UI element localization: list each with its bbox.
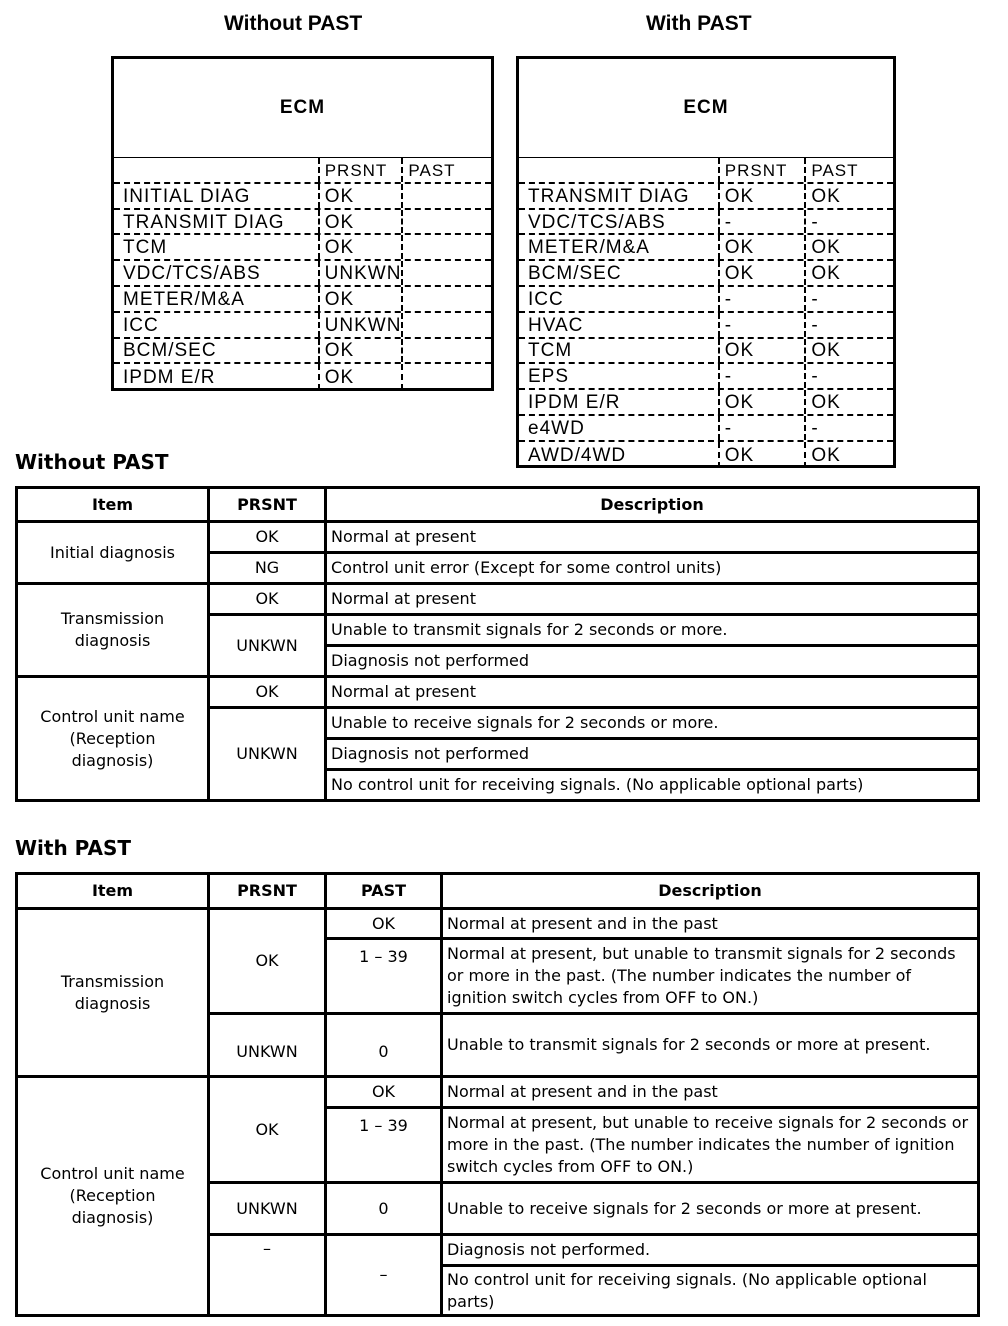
section-title-with-past: With PAST xyxy=(15,836,132,860)
past-value: - xyxy=(804,313,893,337)
header-description: Description xyxy=(442,874,979,909)
unit-name: INITIAL DIAG xyxy=(123,185,251,207)
past-header: PAST xyxy=(401,158,491,182)
prsnt-value: - xyxy=(718,364,805,388)
diagram-row xyxy=(114,313,491,339)
past-value xyxy=(401,235,491,259)
diagram-row xyxy=(519,184,893,210)
description-cell: Normal at present xyxy=(326,584,979,615)
diagram-row xyxy=(519,313,893,339)
past-cell: 0 xyxy=(326,1183,442,1235)
diagram-row xyxy=(114,261,491,287)
unit-name: IPDM E/R xyxy=(528,392,621,414)
prsnt-value: OK xyxy=(718,390,805,414)
unit-name: TCM xyxy=(528,340,573,362)
past-value xyxy=(401,261,491,285)
unit-name: VDC/TCS/ABS xyxy=(528,211,666,233)
prsnt-cell: OK xyxy=(209,909,326,1014)
header-item: Item xyxy=(17,488,209,522)
ecm-screen-with-past xyxy=(516,56,896,468)
prsnt-value: UNKWN xyxy=(318,313,402,337)
unit-name: ICC xyxy=(528,288,564,310)
past-header: PAST xyxy=(804,158,893,182)
past-value: OK xyxy=(804,184,893,208)
prsnt-cell: OK xyxy=(209,1077,326,1183)
description-cell: Normal at present and in the past xyxy=(442,1077,979,1108)
prsnt-value: OK xyxy=(718,261,805,285)
section-title-without-past: Without PAST xyxy=(15,450,169,474)
diagram-row xyxy=(519,390,893,416)
prsnt-value: OK xyxy=(718,339,805,363)
group-control-unit: Control unit name (Reception diagnosis) xyxy=(17,677,209,801)
description-cell: Normal at present xyxy=(326,522,979,553)
prsnt-value: OK xyxy=(318,210,402,234)
unit-name: VDC/TCS/ABS xyxy=(123,263,261,285)
diagram-row xyxy=(114,235,491,261)
prsnt-cell: UNKWN xyxy=(209,708,326,801)
unit-name: AWD/4WD xyxy=(528,444,627,466)
prsnt-value: - xyxy=(718,210,805,234)
ecm-header: ECM xyxy=(519,59,893,158)
past-value: OK xyxy=(804,442,893,468)
past-value xyxy=(401,210,491,234)
diagram-row xyxy=(114,210,491,236)
diagram-title-with-past: With PAST xyxy=(646,12,752,35)
group-initial: Initial diagnosis xyxy=(17,522,209,584)
past-cell: OK xyxy=(326,909,442,939)
prsnt-value: OK xyxy=(318,184,402,208)
diagram-row xyxy=(519,442,893,468)
prsnt-cell: – xyxy=(209,1235,326,1316)
prsnt-header: PRSNT xyxy=(318,158,402,182)
header-description: Description xyxy=(326,488,979,522)
description-cell: Normal at present, but unable to transmit signals for 2 seconds or more in the past. (The number indicates the number of ignition switch cycles from OFF to ON.) xyxy=(442,939,979,1014)
diagram-row xyxy=(519,261,893,287)
past-value xyxy=(401,339,491,363)
description-cell: Normal at present xyxy=(326,677,979,708)
unit-name: TRANSMIT DIAG xyxy=(528,185,690,207)
diagram-row xyxy=(519,364,893,390)
diagram-row xyxy=(519,287,893,313)
past-value xyxy=(401,364,491,390)
past-value: - xyxy=(804,287,893,311)
prsnt-value: OK xyxy=(318,287,402,311)
past-value xyxy=(401,184,491,208)
description-cell: No control unit for receiving signals. (No applicable optional parts) xyxy=(326,770,979,801)
diagram-title-without-past: Without PAST xyxy=(224,12,363,35)
ecm-screen-without-past xyxy=(111,56,494,391)
prsnt-value: - xyxy=(718,287,805,311)
description-cell: Diagnosis not performed xyxy=(326,646,979,677)
description-cell: Unable to receive signals for 2 seconds or more at present. xyxy=(442,1183,979,1235)
diagram-row xyxy=(519,210,893,236)
prsnt-cell: UNKWN xyxy=(209,1014,326,1077)
past-cell: 1 – 39 xyxy=(326,939,442,1014)
diagram-row xyxy=(519,339,893,365)
description-cell: Unable to transmit signals for 2 seconds or more at present. xyxy=(442,1014,979,1077)
prsnt-value: OK xyxy=(718,442,805,468)
description-cell: Unable to receive signals for 2 seconds or more. xyxy=(326,708,979,739)
diagram-row xyxy=(114,184,491,210)
prsnt-value: UNKWN xyxy=(318,261,402,285)
past-value: - xyxy=(804,210,893,234)
unit-name: METER/M&A xyxy=(123,288,245,310)
prsnt-cell: OK xyxy=(209,677,326,708)
unit-name: BCM/SEC xyxy=(123,340,217,362)
past-value: - xyxy=(804,364,893,388)
diagram-row xyxy=(519,416,893,442)
description-cell: Normal at present and in the past xyxy=(442,909,979,939)
diagram-row xyxy=(519,235,893,261)
prsnt-cell: OK xyxy=(209,584,326,615)
prsnt-cell: UNKWN xyxy=(209,1183,326,1235)
diagram-row xyxy=(114,364,491,390)
unit-name: METER/M&A xyxy=(528,237,650,259)
past-cell: 1 – 39 xyxy=(326,1108,442,1183)
unit-name: BCM/SEC xyxy=(528,263,622,285)
past-cell: OK xyxy=(326,1077,442,1108)
unit-name: TCM xyxy=(123,237,168,259)
prsnt-cell: UNKWN xyxy=(209,615,326,677)
description-cell: Control unit error (Except for some control units) xyxy=(326,553,979,584)
description-cell: Diagnosis not performed xyxy=(326,739,979,770)
description-cell: Normal at present, but unable to receive signals for 2 seconds or more in the past. (The number indicates the number of ignition switch cycles from OFF to ON.) xyxy=(442,1108,979,1183)
past-value xyxy=(401,287,491,311)
header-prsnt: PRSNT xyxy=(209,488,326,522)
header-item: Item xyxy=(17,874,209,909)
past-value: OK xyxy=(804,261,893,285)
unit-name: HVAC xyxy=(528,314,584,336)
past-cell: 0 xyxy=(326,1014,442,1077)
description-cell: Diagnosis not performed. xyxy=(442,1235,979,1266)
prsnt-value: OK xyxy=(718,184,805,208)
table-without-past xyxy=(15,486,980,802)
diagram-row xyxy=(114,287,491,313)
group-transmission: Transmission diagnosis xyxy=(17,909,209,1077)
unit-name: IPDM E/R xyxy=(123,367,216,389)
blank-header xyxy=(114,158,318,182)
past-value: - xyxy=(804,416,893,440)
ecm-header: ECM xyxy=(114,59,491,158)
unit-name: e4WD xyxy=(528,417,585,439)
prsnt-value: OK xyxy=(318,235,402,259)
past-cell: – xyxy=(326,1235,442,1316)
unit-name: EPS xyxy=(528,366,570,388)
header-past: PAST xyxy=(326,874,442,909)
blank-header xyxy=(519,158,718,182)
prsnt-value: - xyxy=(718,313,805,337)
prsnt-value: - xyxy=(718,416,805,440)
description-cell: No control unit for receiving signals. (No applicable optional parts) xyxy=(442,1266,979,1316)
prsnt-value: OK xyxy=(318,364,402,390)
prsnt-cell: NG xyxy=(209,553,326,584)
table-with-past xyxy=(15,872,980,1317)
column-header-row xyxy=(519,158,893,184)
prsnt-value: OK xyxy=(718,235,805,259)
diagram-row xyxy=(114,339,491,365)
column-header-row xyxy=(114,158,491,184)
past-value xyxy=(401,313,491,337)
past-value: OK xyxy=(804,339,893,363)
unit-name: ICC xyxy=(123,314,159,336)
past-value: OK xyxy=(804,235,893,259)
prsnt-cell: OK xyxy=(209,522,326,553)
prsnt-header: PRSNT xyxy=(718,158,805,182)
group-control-unit: Control unit name (Reception diagnosis) xyxy=(17,1077,209,1316)
past-value: OK xyxy=(804,390,893,414)
description-cell: Unable to transmit signals for 2 seconds or more. xyxy=(326,615,979,646)
prsnt-value: OK xyxy=(318,339,402,363)
header-prsnt: PRSNT xyxy=(209,874,326,909)
unit-name: TRANSMIT DIAG xyxy=(123,211,285,233)
group-transmission: Transmission diagnosis xyxy=(17,584,209,677)
